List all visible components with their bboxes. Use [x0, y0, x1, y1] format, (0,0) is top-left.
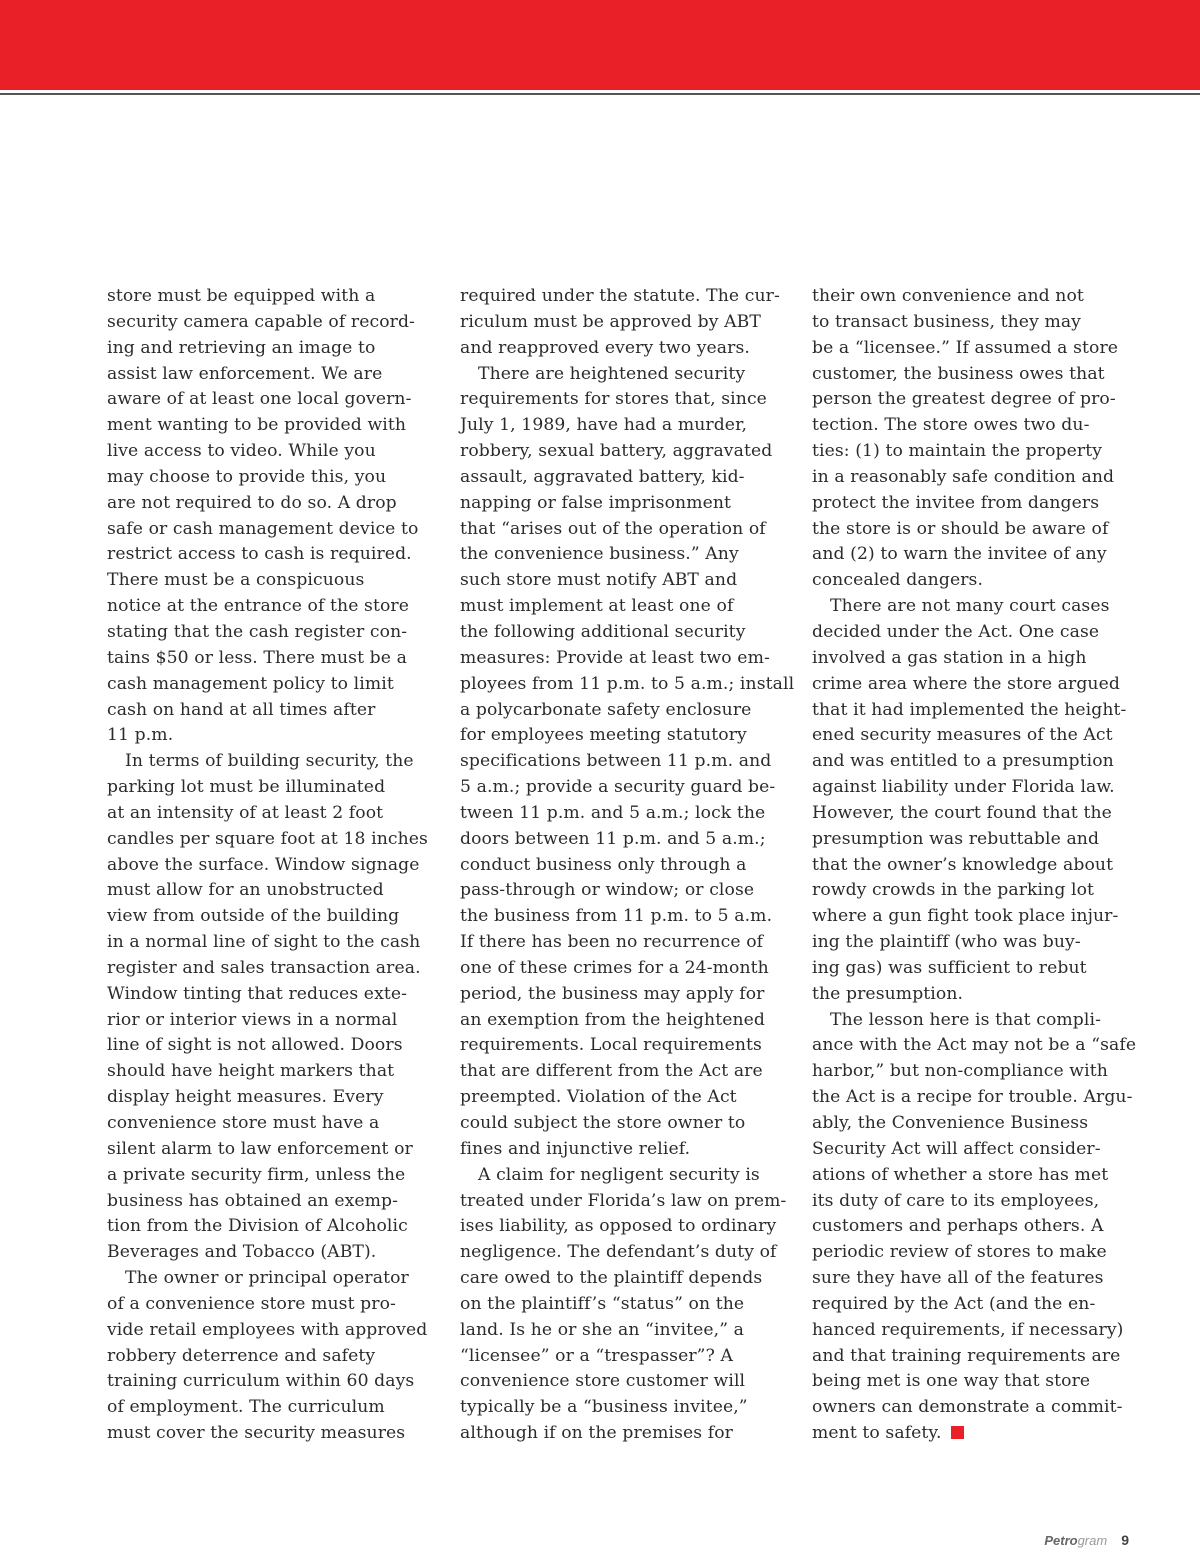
text-line: a polycarbonate safety enclosure: [460, 699, 752, 720]
text-line: its duty of care to its employees,: [812, 1190, 1100, 1211]
text-line: silent alarm to law enforcement or: [107, 1138, 413, 1159]
text-line: rior or interior views in a normal: [107, 1009, 398, 1030]
text-line: customer, the business owes that: [812, 363, 1105, 384]
text-line: requirements for stores that, since: [460, 389, 767, 410]
text-line: display height measures. Every: [107, 1087, 384, 1108]
text-line: ing and retrieving an image to: [107, 337, 376, 358]
text-line: of employment. The curriculum: [107, 1397, 385, 1418]
text-line: register and sales transaction area.: [107, 957, 421, 978]
article-column-1: [107, 284, 437, 1447]
text-line: at an intensity of at least 2 foot: [107, 802, 384, 823]
text-line: must allow for an unobstructed: [107, 880, 384, 901]
text-line: robbery deterrence and safety: [107, 1345, 376, 1366]
text-line: ened security measures of the Act: [812, 725, 1113, 746]
text-line: There are heightened security: [478, 363, 746, 384]
text-line: preempted. Violation of the Act: [460, 1087, 737, 1108]
text-line: ment wanting to be provided with: [107, 415, 407, 436]
text-line: convenience store must have a: [107, 1113, 380, 1133]
text-line: rowdy crowds in the parking lot: [812, 880, 1095, 901]
text-line: their own convenience and not: [812, 286, 1084, 306]
text-line: parking lot must be illuminated: [107, 777, 386, 798]
text-line: sure they have all of the features: [812, 1268, 1104, 1289]
text-line: treated under Florida’s law on prem-: [460, 1190, 787, 1211]
text-line: care owed to the plaintiff depends: [460, 1268, 763, 1289]
text-line: periodic review of stores to make: [812, 1242, 1107, 1263]
text-line: riculum must be approved by ABT: [460, 311, 761, 332]
text-line: candles per square foot at 18 inches: [107, 828, 428, 849]
text-line: ations of whether a store has met: [812, 1164, 1109, 1185]
text-line: The lesson here is that compli-: [830, 1009, 1101, 1030]
text-line: ing gas) was sufficient to rebut: [812, 957, 1087, 978]
text-line: aware of at least one local govern-: [107, 389, 412, 410]
text-line: that the owner’s knowledge about: [812, 854, 1114, 875]
text-line: typically be a “business invitee,”: [460, 1397, 748, 1418]
text-line: land. Is he or she an “invitee,” a: [460, 1319, 745, 1340]
text-line: person the greatest degree of pro-: [812, 389, 1116, 410]
text-line: owners can demonstrate a commit-: [812, 1397, 1123, 1418]
text-line: napping or false imprisonment: [460, 492, 732, 513]
text-line: 11 p.m.: [107, 725, 174, 746]
text-line: being met is one way that store: [812, 1371, 1091, 1392]
text-line: are not required to do so. A drop: [107, 492, 397, 513]
article-column-3: [812, 284, 1142, 1447]
text-line: and reapproved every two years.: [460, 337, 750, 358]
text-line: one of these crimes for a 24-month: [460, 957, 769, 978]
text-line: could subject the store owner to: [460, 1113, 746, 1133]
text-line: Window tinting that reduces exte-: [107, 983, 408, 1004]
text-line: 5 a.m.; provide a security guard be-: [460, 777, 776, 798]
text-line: measures: Provide at least two em-: [460, 647, 770, 668]
text-line: stating that the cash register con-: [107, 621, 408, 642]
text-line: live access to video. While you: [107, 441, 376, 462]
text-line: Security Act will affect consider-: [812, 1138, 1101, 1159]
text-line: fines and injunctive relief.: [460, 1138, 691, 1159]
text-line: on the plaintiff’s “status” on the: [460, 1293, 745, 1314]
text-line: vide retail employees with approved: [107, 1319, 428, 1340]
text-line: convenience store customer will: [460, 1371, 746, 1392]
text-line: There must be a conspicuous: [107, 570, 365, 591]
text-line: protect the invitee from dangers: [812, 492, 1100, 513]
text-line: hanced requirements, if necessary): [812, 1319, 1124, 1340]
text-line: cash on hand at all times after: [107, 699, 376, 720]
text-line: may choose to provide this, you: [107, 466, 387, 487]
text-line: against liability under Florida law.: [812, 777, 1115, 798]
text-line: in a reasonably safe condition and: [812, 466, 1115, 487]
header-color-band: [0, 0, 1200, 90]
text-line: assault, aggravated battery, kid-: [460, 466, 745, 487]
text-line: an exemption from the heightened: [460, 1009, 766, 1030]
text-line: harbor,” but non-compliance with: [812, 1061, 1108, 1082]
header-rule: [0, 93, 1200, 95]
text-line: the convenience business.” Any: [460, 544, 739, 565]
text-line: ployees from 11 p.m. to 5 a.m.; install: [460, 673, 795, 694]
text-line: restrict access to cash is required.: [107, 544, 412, 565]
text-line: requirements. Local requirements: [460, 1035, 762, 1056]
page-number: 9: [1121, 1532, 1129, 1548]
text-line: business has obtained an exemp-: [107, 1190, 399, 1211]
text-line: store must be equipped with a: [107, 286, 376, 306]
text-line: period, the business may apply for: [460, 983, 765, 1004]
text-line: for employees meeting statutory: [460, 725, 747, 746]
text-line: and that training requirements are: [812, 1345, 1121, 1366]
text-line: tween 11 p.m. and 5 a.m.; lock the: [460, 802, 766, 823]
text-line: although if on the premises for: [460, 1423, 733, 1444]
text-line: above the surface. Window signage: [107, 854, 420, 875]
text-line: There are not many court cases: [830, 596, 1110, 617]
text-line: customers and perhaps others. A: [812, 1216, 1104, 1237]
text-line: tection. The store owes two du-: [812, 415, 1090, 436]
text-line: ises liability, as opposed to ordinary: [460, 1216, 777, 1237]
text-line: If there has been no recurrence of: [460, 932, 764, 953]
text-line: tion from the Division of Alcoholic: [107, 1216, 408, 1237]
text-line: tains $50 or less. There must be a: [107, 647, 407, 668]
text-line: However, the court found that the: [812, 802, 1112, 823]
brand-name-part1: Petro: [1044, 1533, 1078, 1548]
text-line: such store must notify ABT and: [460, 570, 738, 591]
text-line: where a gun fight took place injur-: [812, 906, 1119, 927]
text-line: “licensee” or a “trespasser”? A: [460, 1345, 733, 1366]
text-line: July 1, 1989, have had a murder,: [460, 415, 748, 436]
text-line: ably, the Convenience Business: [812, 1113, 1089, 1133]
text-line: the following additional security: [460, 621, 746, 642]
text-line: conduct business only through a: [460, 854, 747, 875]
text-line: specifications between 11 p.m. and: [460, 751, 772, 772]
text-line: the Act is a recipe for trouble. Argu-: [812, 1087, 1133, 1108]
text-line: required by the Act (and the en-: [812, 1293, 1096, 1314]
text-line: Beverages and Tobacco (ABT).: [107, 1242, 377, 1263]
article-column-2: [460, 284, 795, 1447]
text-line: assist law enforcement. We are: [107, 363, 383, 384]
page-footer: [1000, 1532, 1129, 1548]
text-line: and (2) to warn the invitee of any: [812, 544, 1107, 565]
text-line: presumption was rebuttable and: [812, 828, 1100, 849]
text-line: pass-through or window; or close: [460, 880, 755, 901]
text-line: security camera capable of record-: [107, 311, 415, 332]
brand-name-part2: gram: [1077, 1533, 1108, 1548]
text-line: involved a gas station in a high: [812, 647, 1087, 668]
text-line: the business from 11 p.m. to 5 a.m.: [460, 906, 773, 927]
text-line: A claim for negligent security is: [478, 1164, 760, 1185]
text-line: doors between 11 p.m. and 5 a.m.;: [460, 828, 766, 849]
text-line: training curriculum within 60 days: [107, 1371, 415, 1392]
text-line: notice at the entrance of the store: [107, 596, 409, 617]
text-line: In terms of building security, the: [125, 751, 414, 772]
text-line: must implement at least one of: [460, 596, 734, 617]
text-line: The owner or principal operator: [125, 1268, 409, 1289]
text-line: required under the statute. The cur-: [460, 286, 780, 306]
text-line: must cover the security measures: [107, 1423, 406, 1444]
text-line: that are different from the Act are: [460, 1061, 763, 1082]
text-line: concealed dangers.: [812, 570, 984, 591]
text-line: safe or cash management device to: [107, 518, 419, 539]
text-line: decided under the Act. One case: [812, 621, 1100, 642]
text-line: that it had implemented the height-: [812, 699, 1127, 720]
text-line: in a normal line of sight to the cash: [107, 932, 421, 953]
text-line: negligence. The defendant’s duty of: [460, 1242, 777, 1263]
text-line: the store is or should be aware of: [812, 518, 1109, 539]
text-line: ing the plaintiff (who was buy-: [812, 932, 1081, 953]
text-line: line of sight is not allowed. Doors: [107, 1035, 403, 1056]
text-line: ance with the Act may not be a “safe: [812, 1035, 1137, 1056]
text-line: that “arises out of the operation of: [460, 518, 766, 539]
text-line: robbery, sexual battery, aggravated: [460, 441, 773, 462]
text-line: ment to safety.: [812, 1423, 942, 1444]
end-of-article-mark: [951, 1426, 964, 1439]
text-line: should have height markers that: [107, 1061, 395, 1082]
text-line: ties: (1) to maintain the property: [812, 441, 1103, 462]
text-line: view from outside of the building: [107, 906, 400, 927]
text-line: of a convenience store must pro-: [107, 1293, 396, 1314]
text-line: be a “licensee.” If assumed a store: [812, 337, 1119, 358]
text-line: crime area where the store argued: [812, 673, 1120, 694]
text-line: to transact business, they may: [812, 311, 1081, 332]
text-line: and was entitled to a presumption: [812, 751, 1114, 772]
text-line: cash management policy to limit: [107, 673, 394, 694]
text-line: a private security firm, unless the: [107, 1164, 406, 1185]
text-line: the presumption.: [812, 983, 964, 1004]
